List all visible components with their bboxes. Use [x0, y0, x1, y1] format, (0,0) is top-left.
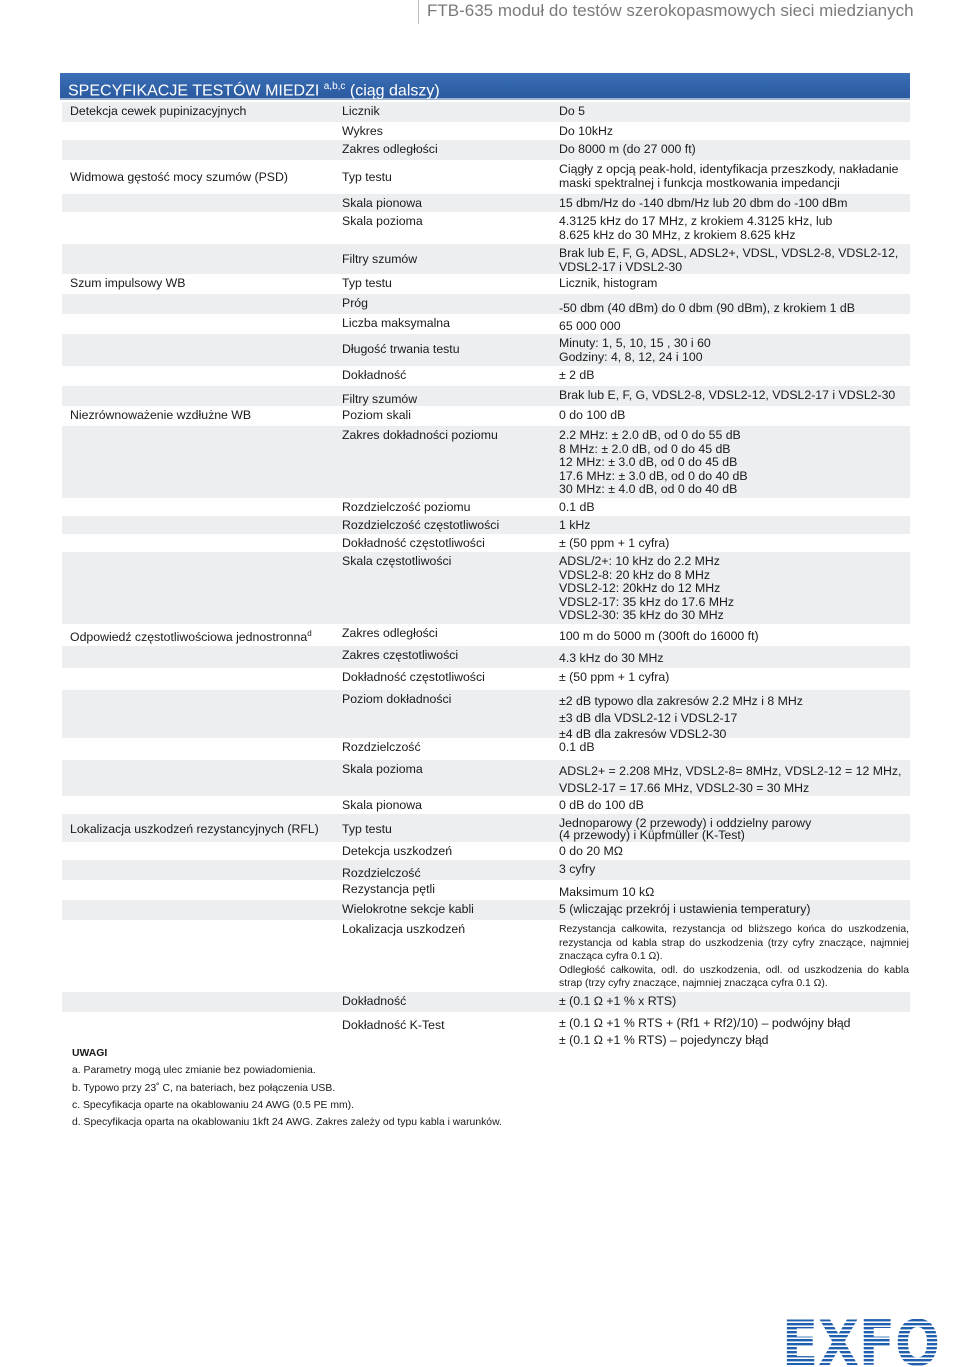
parameter-label: Typ testu [342, 822, 392, 836]
parameter-value: Rezystancja całkowita, rezystancja od bliższego końca do uszkodzenia, rezystancja od kabla strap do uszkodzenia (trzy cyfry znaczące, najmniej znacząca cyfra 0.1 Ω). Odległość całkowita, odl. do uszkodzenia, odl. od uszkodzenia do kabla strap (trzy cyfry znaczące, najmniej znacząca cyfra 0.1 Ω). [559, 924, 909, 990]
parameter-value: ± (50 ppm + 1 cyfra) [559, 670, 670, 684]
parameter-value: 4.3125 kHz do 17 MHz, z krokiem 4.3125 kHz, lub 8.625 kHz do 30 MHz, z krokiem 8.625 kHz [559, 214, 833, 242]
parameter-label: Rozdzielczość [342, 740, 421, 754]
parameter-value: 0 dB do 100 dB [559, 798, 644, 812]
parameter-value: 3 cyfry [559, 862, 596, 876]
table-row [62, 690, 910, 741]
parameter-value: 0.1 dB [559, 500, 595, 514]
footnote-marker: d [307, 629, 312, 638]
note-item: b. Typowo przy 23˚ C, na bateriach, bez połączenia USB. [72, 1082, 336, 1094]
note-item: a. Parametry mogą ulec zmianie bez powiadomienia. [72, 1065, 316, 1077]
parameter-value: Minuty: 1, 5, 10, 15 , 30 i 60 Godziny: 4, 8, 12, 24 i 100 [559, 336, 711, 364]
note-item: d. Specyfikacja oparta na okablowaniu 1kft 24 AWG. Zakres zależy od typu kabla i warunków. [72, 1117, 502, 1129]
parameter-value: ADSL/2+: 10 kHz do 2.2 MHz VDSL2-8: 20 kHz do 8 MHz VDSL2-12: 20kHz do 12 MHz VDSL2-17: 35 kHz do 17.6 MHz VDSL2-30: 35 kHz do 30 MHz [559, 554, 734, 623]
parameter-label: Wielokrotne sekcje kabli [342, 902, 474, 916]
parameter-label: Zakres dokładności poziomu [342, 428, 498, 442]
parameter-value: ADSL2+ = 2.208 MHz, VDSL2-8= 8MHz, VDSL2-12 = 12 MHz, VDSL2-17 = 17.66 MHz, VDSL2-30 = 30 MHz [559, 764, 902, 795]
test-category: Szum impulsowy WB [70, 276, 186, 290]
parameter-label: Rezystancja pętli [342, 882, 435, 896]
parameter-value: 65 000 000 [559, 319, 621, 333]
parameter-label: Skala pionowa [342, 798, 422, 812]
parameter-label: Filtry szumów [342, 252, 418, 266]
parameter-label: Skala pionowa [342, 196, 422, 210]
parameter-value: Brak lub E, F, G, VDSL2-8, VDSL2-12, VDSL2-17 i VDSL2-30 [559, 388, 896, 402]
banner-superscript: a,b,c [323, 81, 346, 92]
parameter-value: 0.1 dB [559, 740, 595, 754]
table-row [62, 122, 910, 140]
parameter-label: Liczba maksymalna [342, 316, 450, 330]
parameter-value: ± (0.1 Ω +1 % x RTS) [559, 994, 677, 1008]
table-row [62, 406, 910, 426]
test-category: Detekcja cewek pupinizacyjnych [70, 104, 247, 118]
table-row [62, 624, 910, 646]
logo-text: EXFO [782, 1307, 940, 1367]
parameter-value: 4.3 kHz do 30 MHz [559, 651, 664, 665]
table-row [62, 102, 910, 122]
table-row [62, 860, 910, 880]
table-row [62, 274, 910, 294]
table-row [62, 668, 910, 690]
table-row [62, 738, 910, 760]
test-category: Niezrównoważenie wzdłużne WB [70, 408, 252, 422]
parameter-value: ± 2 dB [559, 368, 595, 382]
notes-heading: UWAGI [72, 1048, 108, 1059]
parameter-label: Poziom dokładności [342, 692, 452, 706]
table-row [62, 992, 910, 1012]
notes-section [72, 1045, 502, 1131]
parameter-label: Próg [342, 296, 368, 310]
parameter-value: 5 (wliczając przekrój i ustawienia temperatury) [559, 902, 811, 916]
table-row [62, 386, 910, 406]
parameter-label: Typ testu [342, 170, 392, 184]
table-row [62, 314, 910, 334]
table-row [62, 140, 910, 160]
table-row [62, 814, 910, 842]
parameter-label: Rozdzielczość częstotliwości [342, 518, 500, 532]
table-row [62, 1012, 910, 1048]
parameter-label: Dokładność częstotliwości [342, 670, 485, 684]
test-category-wrapper [70, 627, 340, 645]
table-row [62, 160, 910, 194]
table-row [62, 212, 910, 244]
parameter-label: Rozdzielczość [342, 866, 421, 880]
parameter-value: Maksimum 10 kΩ [559, 885, 655, 899]
table-row [62, 498, 910, 516]
parameter-label: Zakres częstotliwości [342, 648, 459, 662]
parameter-label: Skala pozioma [342, 214, 423, 228]
table-row [62, 244, 910, 274]
parameter-value: 0 do 100 dB [559, 408, 626, 422]
table-row [62, 760, 910, 796]
parameter-label: Wykres [342, 124, 383, 138]
note-item: c. Specyfikacja oparte na okablowaniu 24 AWG (0.5 PE mm). [72, 1099, 355, 1111]
parameter-label: Długość trwania testu [342, 342, 460, 356]
test-category: Widmowa gęstość mocy szumów (PSD) [70, 170, 288, 184]
test-category: Odpowiedź częstotliwościowa jednostronna [70, 630, 308, 645]
parameter-value: 100 m do 5000 m (300ft do 16000 ft) [559, 629, 759, 643]
parameter-label: Zakres odległości [342, 626, 438, 640]
table-row [62, 900, 910, 920]
test-category: Lokalizacja uszkodzeń rezystancyjnych (RFL) [70, 822, 319, 836]
parameter-label: Skala częstotliwości [342, 554, 452, 568]
parameter-value: 2.2 MHz: ± 2.0 dB, od 0 do 55 dB 8 MHz: ± 2.0 dB, od 0 do 45 dB 12 MHz: ± 3.0 dB, od 0 do 45 dB 17.6 MHz: ± 3.0 dB, od 0 do 40 dB 30 MHz: ± 4.0 dB, od 0 do 40 dB [559, 428, 748, 497]
parameter-value: -50 dbm (40 dBm) do 0 dbm (90 dBm), z krokiem 1 dB [559, 301, 855, 315]
parameter-value: 1 kHz [559, 518, 591, 532]
parameter-label: Dokładność K-Test [342, 1018, 445, 1032]
parameter-value: Licznik, histogram [559, 276, 658, 290]
table-row [62, 516, 910, 534]
table-row [62, 366, 910, 386]
parameter-value: ±2 dB typowo dla zakresów 2.2 MHz i 8 MHz ±3 dB dla VDSL2-12 i VDSL2-17 ±4 dB dla zakresów VDSL2-30 [559, 694, 803, 741]
table-row [62, 880, 910, 900]
parameter-value: Do 8000 m (do 27 000 ft) [559, 142, 696, 156]
table-row [62, 334, 910, 366]
document-header-title: FTB-635 moduł do testów szerokopasmowych sieci miedzianych [418, 0, 914, 24]
parameter-value: 0 do 20 MΩ [559, 844, 623, 858]
parameter-label: Detekcja uszkodzeń [342, 844, 453, 858]
parameter-label: Licznik [342, 104, 380, 118]
parameter-label: Filtry szumów [342, 392, 418, 406]
parameter-label: Dokładność [342, 994, 407, 1008]
parameter-label: Poziom skali [342, 408, 412, 422]
parameter-value: Do 10kHz [559, 124, 613, 138]
parameter-value: ± (0.1 Ω +1 % RTS + (Rf1 + Rf2)/10) – podwójny błąd ± (0.1 Ω +1 % RTS) – pojedynczy błąd [559, 1016, 851, 1047]
table-row [62, 534, 910, 552]
table-row [62, 194, 910, 212]
parameter-value: Brak lub E, F, G, ADSL, ADSL2+, VDSL, VDSL2-8, VDSL2-12, VDSL2-17 i VDSL2-30 [559, 246, 899, 274]
parameter-label: Dokładność częstotliwości [342, 536, 485, 550]
parameter-label: Rozdzielczość poziomu [342, 500, 471, 514]
table-row [62, 294, 910, 314]
exfo-logo [782, 1307, 942, 1367]
section-banner [60, 73, 910, 100]
table-row [62, 920, 910, 992]
parameter-value: ± (50 ppm + 1 cyfra) [559, 536, 670, 550]
banner-title: SPECYFIKACJE TESTÓW MIEDZI [68, 82, 320, 100]
parameter-value: Jednoparowy (2 przewody) i oddzielny parowy (4 przewody) i Küpfmüller (K-Test) [559, 816, 812, 842]
parameter-label: Dokładność [342, 368, 407, 382]
parameter-label: Zakres odległości [342, 142, 438, 156]
table-row [62, 796, 910, 814]
table-row [62, 842, 910, 860]
parameter-label: Skala pozioma [342, 762, 423, 776]
parameter-label: Lokalizacja uszkodzeń [342, 922, 466, 936]
table-row [62, 646, 910, 668]
table-row [62, 426, 910, 498]
parameter-value: Do 5 [559, 104, 585, 118]
banner-suffix: (ciąg dalszy) [349, 82, 440, 100]
parameter-value: Ciągły z opcją peak-hold, identyfikacja przeszkody, nakładanie maski spektralnej i funkcja mostkowania impedancji [559, 162, 899, 190]
parameter-value: 15 dbm/Hz do -140 dbm/Hz lub 20 dbm do -100 dBm [559, 196, 848, 210]
table-row [62, 552, 910, 624]
parameter-label: Typ testu [342, 276, 392, 290]
